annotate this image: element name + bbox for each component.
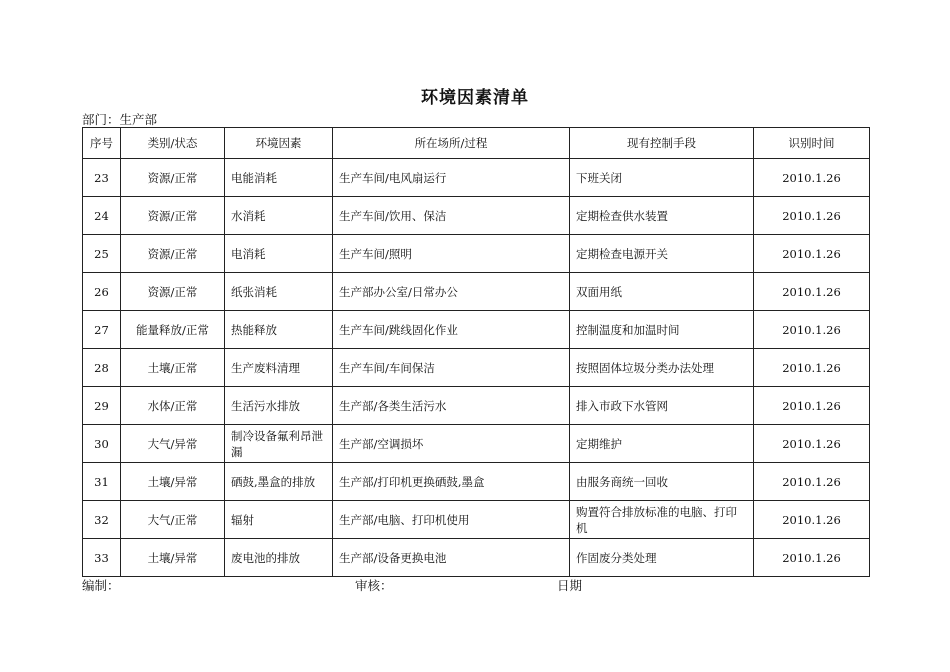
cell-category: 资源/正常 — [121, 159, 225, 197]
cell-category: 土壤/异常 — [121, 539, 225, 577]
footer-date-label: 日期 — [557, 578, 583, 593]
cell-place: 生产部/打印机更换硒鼓,墨盒 — [333, 463, 570, 501]
cell-place: 生产车间/饮用、保洁 — [333, 197, 570, 235]
cell-place: 生产部/设备更换电池 — [333, 539, 570, 577]
cell-control: 由服务商统一回收 — [570, 463, 754, 501]
cell-factor: 纸张消耗 — [225, 273, 333, 311]
cell-place: 生产部/电脑、打印机使用 — [333, 501, 570, 539]
cell-seq: 27 — [83, 311, 121, 349]
table-row — [83, 273, 870, 311]
table-row — [83, 197, 870, 235]
cell-date: 2010.1.26 — [754, 197, 870, 235]
cell-date: 2010.1.26 — [754, 425, 870, 463]
cell-control: 定期检查供水装置 — [570, 197, 754, 235]
cell-control: 作固废分类处理 — [570, 539, 754, 577]
cell-factor: 辐射 — [225, 501, 333, 539]
cell-category: 土壤/异常 — [121, 463, 225, 501]
cell-seq: 23 — [83, 159, 121, 197]
cell-date: 2010.1.26 — [754, 387, 870, 425]
table-row — [83, 463, 870, 501]
cell-factor: 水消耗 — [225, 197, 333, 235]
table-row — [83, 349, 870, 387]
cell-category: 资源/正常 — [121, 273, 225, 311]
cell-control: 按照固体垃圾分类办法处理 — [570, 349, 754, 387]
cell-seq: 30 — [83, 425, 121, 463]
cell-place: 生产车间/照明 — [333, 235, 570, 273]
table-row — [83, 235, 870, 273]
cell-factor: 电能消耗 — [225, 159, 333, 197]
cell-control: 定期检查电源开关 — [570, 235, 754, 273]
table-row — [83, 501, 870, 539]
cell-control: 下班关闭 — [570, 159, 754, 197]
cell-place: 生产车间/跳线固化作业 — [333, 311, 570, 349]
cell-factor: 热能释放 — [225, 311, 333, 349]
header-seq: 序号 — [83, 128, 121, 159]
cell-place: 生产车间/车间保洁 — [333, 349, 570, 387]
cell-seq: 25 — [83, 235, 121, 273]
cell-factor: 生产废料清理 — [225, 349, 333, 387]
cell-seq: 29 — [83, 387, 121, 425]
cell-seq: 28 — [83, 349, 121, 387]
cell-date: 2010.1.26 — [754, 273, 870, 311]
cell-date: 2010.1.26 — [754, 235, 870, 273]
table-row — [83, 311, 870, 349]
environmental-factors-table — [82, 127, 870, 577]
cell-control: 控制温度和加温时间 — [570, 311, 754, 349]
cell-place: 生产部办公室/日常办公 — [333, 273, 570, 311]
cell-category: 能量释放/正常 — [121, 311, 225, 349]
cell-place: 生产部/各类生活污水 — [333, 387, 570, 425]
cell-date: 2010.1.26 — [754, 349, 870, 387]
cell-seq: 24 — [83, 197, 121, 235]
cell-category: 资源/正常 — [121, 235, 225, 273]
table-header-row — [83, 128, 870, 159]
cell-factor: 制冷设备氟利昂泄漏 — [225, 425, 333, 463]
cell-factor: 电消耗 — [225, 235, 333, 273]
table-body — [83, 159, 870, 577]
cell-category: 资源/正常 — [121, 197, 225, 235]
cell-control: 购置符合排放标准的电脑、打印机 — [570, 501, 754, 539]
cell-factor: 废电池的排放 — [225, 539, 333, 577]
cell-date: 2010.1.26 — [754, 159, 870, 197]
cell-category: 大气/异常 — [121, 425, 225, 463]
cell-date: 2010.1.26 — [754, 311, 870, 349]
cell-seq: 31 — [83, 463, 121, 501]
header-date: 识别时间 — [754, 128, 870, 159]
cell-date: 2010.1.26 — [754, 539, 870, 577]
cell-category: 大气/正常 — [121, 501, 225, 539]
table-row — [83, 539, 870, 577]
header-factor: 环境因素 — [225, 128, 333, 159]
header-place: 所在场所/过程 — [333, 128, 570, 159]
document-title: 环境因素清单 — [421, 88, 529, 108]
cell-place: 生产部/空调损坏 — [333, 425, 570, 463]
cell-seq: 26 — [83, 273, 121, 311]
table-row — [83, 425, 870, 463]
cell-category: 土壤/正常 — [121, 349, 225, 387]
cell-factor: 硒鼓,墨盒的排放 — [225, 463, 333, 501]
cell-control: 双面用纸 — [570, 273, 754, 311]
cell-date: 2010.1.26 — [754, 463, 870, 501]
table-row — [83, 159, 870, 197]
cell-factor: 生活污水排放 — [225, 387, 333, 425]
cell-category: 水体/正常 — [121, 387, 225, 425]
header-control: 现有控制手段 — [570, 128, 754, 159]
footer-editor-label: 编制： — [82, 578, 120, 593]
header-category: 类别/状态 — [121, 128, 225, 159]
table-row — [83, 387, 870, 425]
cell-date: 2010.1.26 — [754, 501, 870, 539]
cell-place: 生产车间/电风扇运行 — [333, 159, 570, 197]
department-label: 部门：生产部 — [82, 112, 158, 127]
cell-control: 排入市政下水管网 — [570, 387, 754, 425]
footer-reviewer-label: 审核： — [355, 578, 393, 593]
cell-seq: 32 — [83, 501, 121, 539]
cell-seq: 33 — [83, 539, 121, 577]
cell-control: 定期维护 — [570, 425, 754, 463]
